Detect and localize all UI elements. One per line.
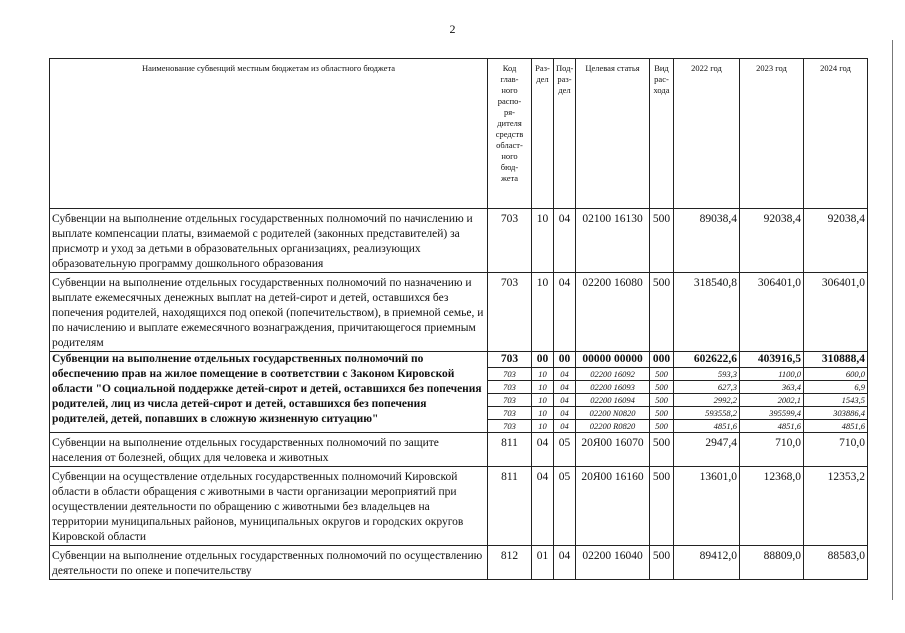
sub-code: 703 bbox=[488, 394, 532, 407]
sub-2023: 4851,6 bbox=[740, 420, 804, 433]
sub-2022: 593,3 bbox=[674, 368, 740, 381]
sub-target: 02200 16093 bbox=[576, 381, 650, 394]
sub-section: 10 bbox=[532, 381, 554, 394]
row-code: 703 bbox=[488, 209, 532, 273]
sub-expense: 500 bbox=[650, 368, 674, 381]
row-name: Субвенции на выполнение отдельных государственных полномочий по осуществлению деятельности по опеке и попечительству bbox=[50, 546, 488, 580]
table-row bbox=[50, 433, 868, 467]
header-2023: 2023 год bbox=[740, 59, 804, 209]
row-subsection: 05 bbox=[554, 433, 576, 467]
sub-code: 703 bbox=[488, 420, 532, 433]
row-2022: 89412,0 bbox=[674, 546, 740, 580]
row-2024: 306401,0 bbox=[804, 273, 868, 352]
row-2022: 2947,4 bbox=[674, 433, 740, 467]
sub-2022: 4851,6 bbox=[674, 420, 740, 433]
row-2024: 710,0 bbox=[804, 433, 868, 467]
row-2022: 13601,0 bbox=[674, 467, 740, 546]
sub-code: 703 bbox=[488, 368, 532, 381]
row-name: Субвенции на осуществление отдельных государственных полномочий Кировской области в области обращения с животными в части организации мероприятий при осуществлении деятельности по обращению с животными без владельцев на территории муниципальных районов, муниципальных округов и городских округов Кировской области bbox=[50, 467, 488, 546]
header-name: Наименование субвенций местным бюджетам из областного бюджета bbox=[50, 59, 488, 209]
header-code: Код глав- ного распо- ря- дителя средств област- ного бюд- жета bbox=[488, 59, 532, 209]
sub-2023: 363,4 bbox=[740, 381, 804, 394]
sub-code: 703 bbox=[488, 407, 532, 420]
row-2024: 88583,0 bbox=[804, 546, 868, 580]
row-section: 10 bbox=[532, 209, 554, 273]
sub-section: 10 bbox=[532, 420, 554, 433]
row-subsection: 04 bbox=[554, 546, 576, 580]
row-target: 00000 00000 bbox=[576, 352, 650, 368]
subventions-table bbox=[49, 58, 868, 580]
header-expense: Вид рас- хода bbox=[650, 59, 674, 209]
sub-subsection: 04 bbox=[554, 368, 576, 381]
sub-subsection: 04 bbox=[554, 420, 576, 433]
row-name: Субвенции на выполнение отдельных государственных полномочий по обеспечению прав на жилое помещение в соответствии с Законом Кировской области "О социальной поддержке детей-сирот и детей, оставшихся без попечения родителей, лиц из числа детей-сирот и детей, оставшихся без попечения родителей, детей, попавших в сложную жизненную ситуацию" bbox=[50, 352, 488, 433]
sub-expense: 500 bbox=[650, 420, 674, 433]
sub-expense: 500 bbox=[650, 407, 674, 420]
row-section: 10 bbox=[532, 273, 554, 352]
sub-code: 703 bbox=[488, 381, 532, 394]
table-row-total bbox=[50, 352, 868, 368]
row-section: 00 bbox=[532, 352, 554, 368]
table-row bbox=[50, 467, 868, 546]
sub-section: 10 bbox=[532, 394, 554, 407]
sub-expense: 500 bbox=[650, 394, 674, 407]
row-2024: 92038,4 bbox=[804, 209, 868, 273]
sub-target: 02200 16092 bbox=[576, 368, 650, 381]
sub-subsection: 04 bbox=[554, 407, 576, 420]
row-subsection: 04 bbox=[554, 209, 576, 273]
header-section: Раз- дел bbox=[532, 59, 554, 209]
sub-2023: 2002,1 bbox=[740, 394, 804, 407]
row-2023: 710,0 bbox=[740, 433, 804, 467]
row-2024: 310888,4 bbox=[804, 352, 868, 368]
row-2023: 92038,4 bbox=[740, 209, 804, 273]
row-expense: 500 bbox=[650, 546, 674, 580]
page-number: 2 bbox=[449, 22, 456, 36]
sub-2024: 4851,6 bbox=[804, 420, 868, 433]
row-target: 02100 16130 bbox=[576, 209, 650, 273]
row-expense: 500 bbox=[650, 209, 674, 273]
table-row bbox=[50, 546, 868, 580]
row-2022: 89038,4 bbox=[674, 209, 740, 273]
header-2022: 2022 год bbox=[674, 59, 740, 209]
sub-2023: 395599,4 bbox=[740, 407, 804, 420]
table-row bbox=[50, 273, 868, 352]
sub-2024: 303886,4 bbox=[804, 407, 868, 420]
row-name: Субвенции на выполнение отдельных государственных полномочий по защите населения от болезней, общих для человека и животных bbox=[50, 433, 488, 467]
sub-target: 02200 N0820 bbox=[576, 407, 650, 420]
row-expense: 500 bbox=[650, 273, 674, 352]
margin-rule bbox=[892, 40, 893, 600]
row-subsection: 00 bbox=[554, 352, 576, 368]
row-2023: 12368,0 bbox=[740, 467, 804, 546]
row-2023: 306401,0 bbox=[740, 273, 804, 352]
row-2023: 88809,0 bbox=[740, 546, 804, 580]
row-target: 02200 16040 bbox=[576, 546, 650, 580]
row-target: 20Я00 16070 bbox=[576, 433, 650, 467]
header-row bbox=[50, 59, 868, 209]
sub-target: 02200 16094 bbox=[576, 394, 650, 407]
sub-2024: 6,9 bbox=[804, 381, 868, 394]
sub-2022: 627,3 bbox=[674, 381, 740, 394]
sub-target: 02200 R0820 bbox=[576, 420, 650, 433]
sub-subsection: 04 bbox=[554, 381, 576, 394]
row-name: Субвенции на выполнение отдельных государственных полномочий по начислению и выплате компенсации платы, взимаемой с родителей (законных представителей) за присмотр и уход за детьми в образовательных организациях, реализующих образовательную программу дошкольного образования bbox=[50, 209, 488, 273]
sub-subsection: 04 bbox=[554, 394, 576, 407]
row-target: 20Я00 16160 bbox=[576, 467, 650, 546]
row-target: 02200 16080 bbox=[576, 273, 650, 352]
row-code: 811 bbox=[488, 467, 532, 546]
sub-section: 10 bbox=[532, 368, 554, 381]
sub-2024: 1543,5 bbox=[804, 394, 868, 407]
row-2022: 318540,8 bbox=[674, 273, 740, 352]
sub-2024: 600,0 bbox=[804, 368, 868, 381]
header-2024: 2024 год bbox=[804, 59, 868, 209]
row-2023: 403916,5 bbox=[740, 352, 804, 368]
row-section: 04 bbox=[532, 433, 554, 467]
sub-expense: 500 bbox=[650, 381, 674, 394]
header-subsection: Под- раз- дел bbox=[554, 59, 576, 209]
sub-2022: 593558,2 bbox=[674, 407, 740, 420]
row-expense: 500 bbox=[650, 433, 674, 467]
row-code: 703 bbox=[488, 352, 532, 368]
row-subsection: 05 bbox=[554, 467, 576, 546]
row-name: Субвенции на выполнение отдельных государственных полномочий по назначению и выплате ежемесячных денежных выплат на детей-сирот и детей, оставшихся без попечения родителей, находящихся под опекой (попечительством), в приемной семье, и по начислению и выплате ежемесячного вознаграждения, причитающегося приемным родителям bbox=[50, 273, 488, 352]
sub-2023: 1100,0 bbox=[740, 368, 804, 381]
row-2024: 12353,2 bbox=[804, 467, 868, 546]
row-code: 811 bbox=[488, 433, 532, 467]
table-row bbox=[50, 209, 868, 273]
row-code: 703 bbox=[488, 273, 532, 352]
sub-section: 10 bbox=[532, 407, 554, 420]
header-target: Целевая статья bbox=[576, 59, 650, 209]
row-section: 04 bbox=[532, 467, 554, 546]
row-expense: 500 bbox=[650, 467, 674, 546]
row-expense: 000 bbox=[650, 352, 674, 368]
row-section: 01 bbox=[532, 546, 554, 580]
row-subsection: 04 bbox=[554, 273, 576, 352]
sub-2022: 2992,2 bbox=[674, 394, 740, 407]
row-2022: 602622,6 bbox=[674, 352, 740, 368]
row-code: 812 bbox=[488, 546, 532, 580]
